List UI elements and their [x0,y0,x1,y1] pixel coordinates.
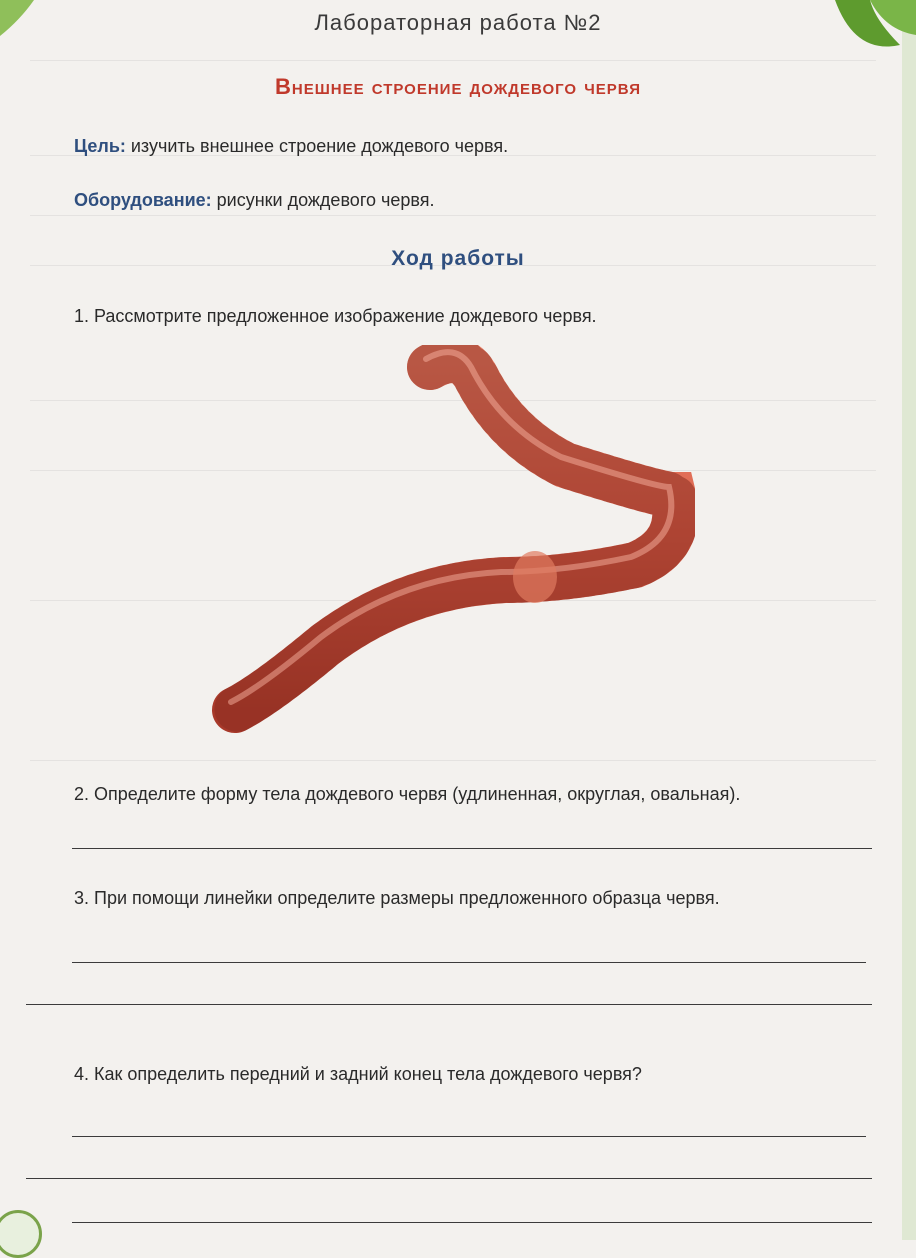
answer-line[interactable] [26,1004,872,1005]
procedure-heading: Ход работы [391,247,525,270]
lab-title: Лабораторная работа №2 [314,10,602,35]
step-2: 2. Определите форму тела дождевого червя (удлиненная, округлая, овальная). [74,784,741,804]
answer-line[interactable] [72,962,866,963]
step-1: 1. Рассмотрите предложенное изображение дождевого червя. [74,306,597,326]
page-number-badge [0,1210,42,1258]
aim-label: Цель: [74,136,126,156]
equipment-label: Оборудование: [74,190,212,210]
answer-line[interactable] [72,1222,872,1223]
equipment-text: рисунки дождевого червя. [211,190,435,210]
aim [74,136,508,157]
background-texture [30,215,876,216]
page-title: Внешнее строение дождевого червя [275,74,641,99]
step-4: 4. Как определить передний и задний конец тела дождевого червя? [74,1064,642,1084]
aim-text: изучить внешнее строение дождевого червя. [125,136,509,156]
step-3: 3. При помощи линейки определите размеры предложенного образца червя. [74,888,720,908]
background-texture [30,60,876,61]
background-texture [30,760,876,761]
equipment [74,190,435,211]
earthworm-illustration [205,345,695,735]
answer-line[interactable] [26,1178,872,1179]
answer-line[interactable] [72,848,872,849]
answer-line[interactable] [72,1136,866,1137]
page-edge [902,0,916,1240]
